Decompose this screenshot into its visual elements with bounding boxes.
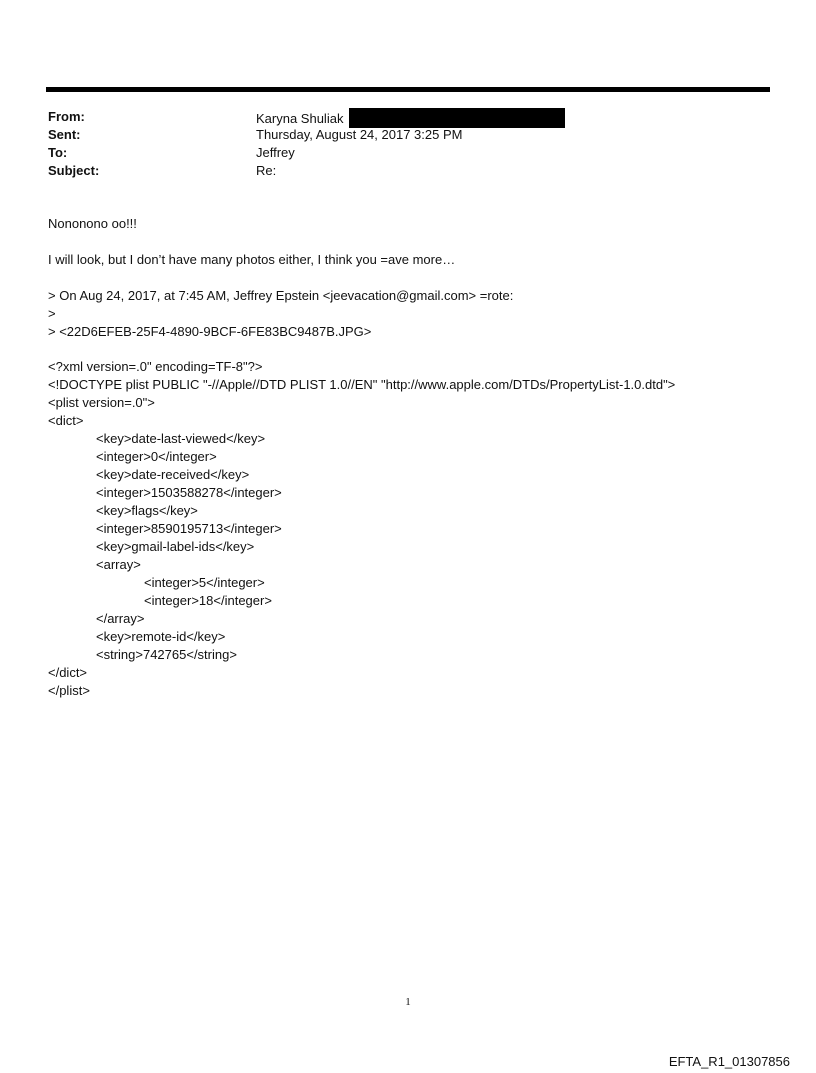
body-line-1: Nononono oo!!! [48, 216, 137, 231]
page-number: 1 [405, 996, 411, 1008]
xml-line: <array> [96, 557, 141, 572]
subject-value: Re: [256, 163, 277, 178]
from-label: From: [48, 109, 85, 124]
xml-line: <key>flags</key> [96, 503, 198, 518]
xml-line: <integer>1503588278</integer> [96, 485, 282, 500]
quote-line-2: > [48, 306, 56, 321]
to-value: Jeffrey [256, 145, 295, 160]
subject-label: Subject: [48, 163, 100, 178]
redacted-email-block [349, 108, 565, 128]
xml-plist-open: <plist version=.0"> [48, 395, 155, 410]
header-divider [46, 87, 770, 92]
xml-line: <integer>0</integer> [96, 449, 217, 464]
document-id: EFTA_R1_01307856 [668, 1054, 790, 1069]
body-line-2: I will look, but I don’t have many photos either, I think you =ave more… [48, 252, 456, 267]
xml-declaration: <?xml version=.0" encoding=TF-8"?> [48, 359, 263, 374]
sender-name: Karyna Shuliak [256, 111, 344, 126]
quote-line-3: > <22D6EFEB-25F4-4890-9BCF-6FE83BC9487B.JPG> [48, 324, 372, 339]
xml-line: <string>742765</string> [96, 647, 237, 662]
xml-line: </array> [96, 611, 145, 626]
xml-line: <key>date-last-viewed</key> [96, 431, 266, 446]
xml-line: <integer>18</integer> [144, 593, 272, 608]
xml-dict-close: </dict> [48, 665, 88, 680]
from-value [256, 108, 565, 128]
xml-line: <integer>5</integer> [144, 575, 265, 590]
xml-line: <key>date-received</key> [96, 467, 250, 482]
to-label: To: [48, 145, 68, 160]
sent-label: Sent: [48, 127, 81, 142]
xml-dict-open: <dict> [48, 413, 84, 428]
xml-line: <key>remote-id</key> [96, 629, 226, 644]
xml-plist-close: </plist> [48, 683, 90, 698]
xml-plist-block [48, 358, 675, 700]
sent-value: Thursday, August 24, 2017 3:25 PM [256, 127, 463, 142]
xml-doctype: <!DOCTYPE plist PUBLIC "-//Apple//DTD PLIST 1.0//EN" "http://www.apple.com/DTDs/PropertyList-1.0.dtd"> [48, 377, 676, 392]
xml-line: <integer>8590195713</integer> [96, 521, 282, 536]
quote-line-1: > On Aug 24, 2017, at 7:45 AM, Jeffrey Epstein <jeevacation@gmail.com> =rote: [48, 288, 514, 303]
xml-line: <key>gmail-label-ids</key> [96, 539, 255, 554]
